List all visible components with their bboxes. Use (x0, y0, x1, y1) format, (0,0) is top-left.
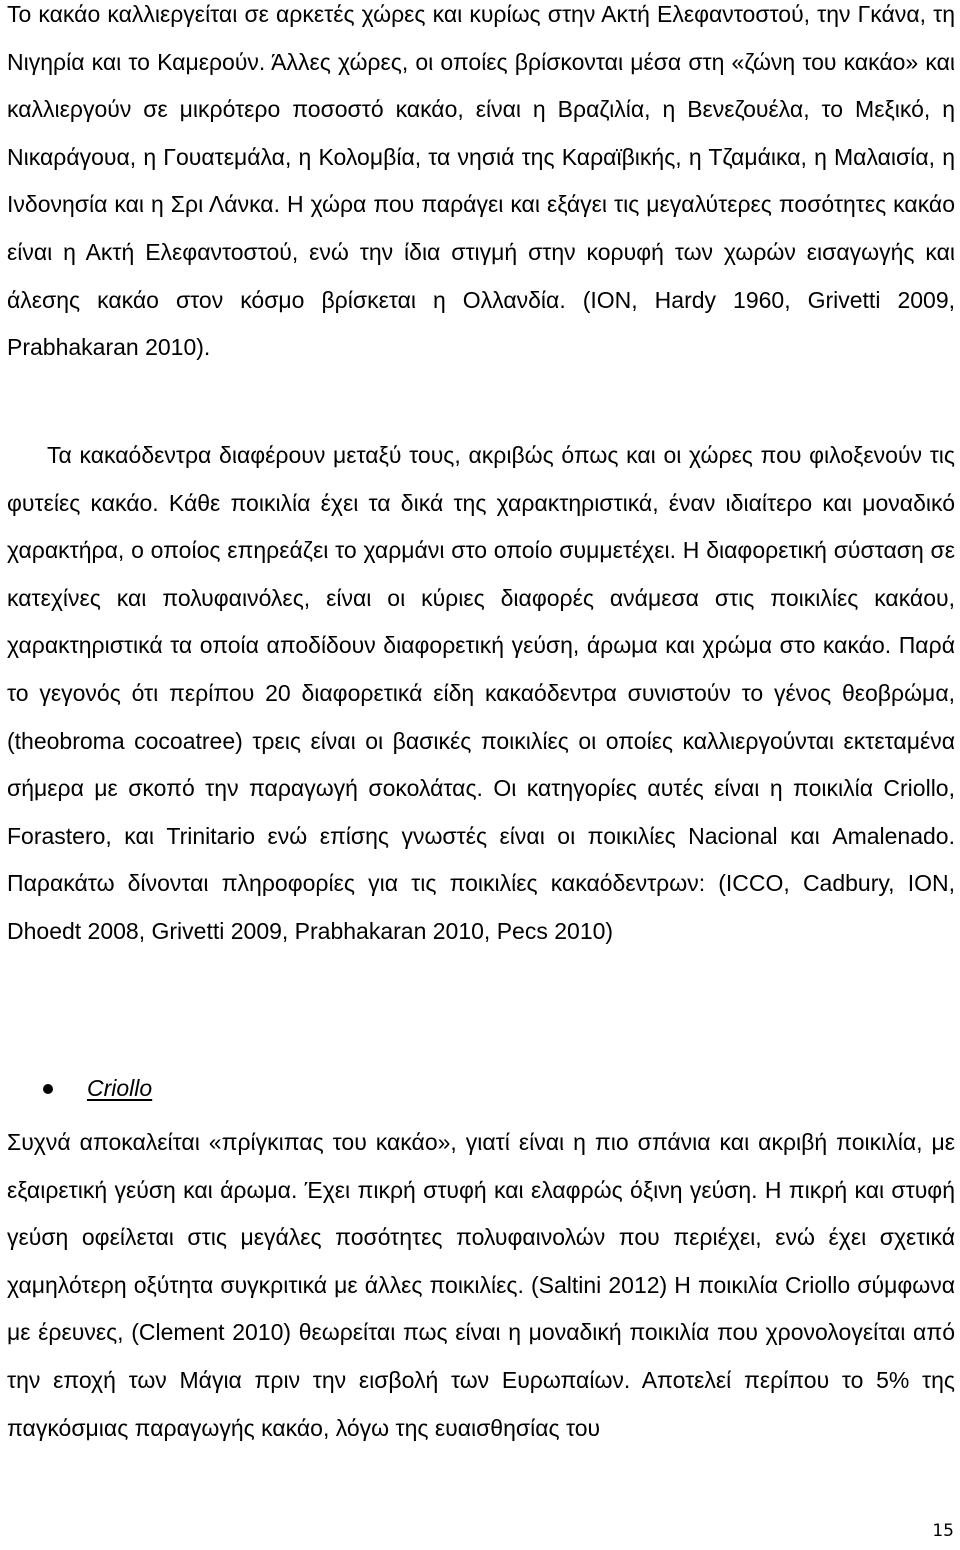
page-number: 15 (932, 1521, 954, 1541)
bullet-heading-criollo: Criollo (87, 1075, 153, 1101)
paragraph-criollo-description: Συχνά αποκαλείται «πρίγκιπας του κακάο», γιατί είναι η πιο σπάνια και ακριβή ποικιλία, με εξαιρετική γεύση και άρωμα. Έχει πικρή στυφή και ελαφρώς όξινη γεύση. Η πικρή και στυφή γεύση οφείλεται στις μεγάλες ποσότητες πολυφαινολών που περιέχει, ενώ έχει σχετικά χαμηλότερη οξύτητα συγκριτικά με άλλες ποικιλίες. (Saltini 2012) Η ποικιλία Criollo σύμφωνα με έρευνες, (Clement 2010) θεωρείται πως είναι η μοναδική ποικιλία που χρονολογείται από την εποχή των Μάγια πριν την εισβολή των Ευρωπαίων. Αποτελεί περίπου το 5% της παγκόσμιας παραγωγής κακάο, λόγω της ευαισθησίας του (7, 1129, 955, 1441)
paragraph-cocoa-countries: Το κακάο καλλιεργείται σε αρκετές χώρες και κυρίως στην Ακτή Ελεφαντοστού, την Γκάνα, τη Νιγηρία και το Καμερούν. Άλλες χώρες, οι οποίες βρίσκονται μέσα στη «ζώνη του κακάο» και καλλιεργούν σε μικρότερο ποσοστό κακάο, είναι η Βραζιλία, η Βενεζουέλα, το Μεξικό, η Νικαράγουα, η Γουατεμάλα, η Κολομβία, τα νησιά της Καραϊβικής, η Τζαμάικα, η Μαλαισία, η Ινδονησία και η Σρι Λάνκα. Η χώρα που παράγει και εξάγει τις μεγαλύτερες ποσότητες κακάο είναι η Ακτή Ελεφαντοστού, ενώ την ίδια στιγμή στην κορυφή των χωρών εισαγωγής και άλεσης κακάο στον κόσμο βρίσκεται η Ολλανδία. (ΙΟΝ, Hardy 1960, Grivetti 2009, Prabhakaran 2010). (7, 1, 955, 361)
bullet-dot-icon (43, 1084, 53, 1094)
paragraph-cocoa-varieties: Τα κακαόδεντρα διαφέρουν μεταξύ τους, ακριβώς όπως και οι χώρες που φιλοξενούν τις φυτείες κακάο. Κάθε ποικιλία έχει τα δικά της χαρακτηριστικά, έναν ιδιαίτερο και μοναδικό χαρακτήρα, ο οποίος επηρεάζει το χαρμάνι στο οποίο συμμετέχει. Η διαφορετική σύσταση σε κατεχίνες και πολυφαινόλες, είναι οι κύριες διαφορές ανάμεσα στις ποικιλίες κακάου, χαρακτηριστικά τα οποία αποδίδουν διαφορετική γεύση, άρωμα και χρώμα στο κακάο. Παρά το γεγονός ότι περίπου 20 διαφορετικά είδη κακαόδεντρα συνιστούν το γένος θεοβρώμα, (theobroma cocoatree) τρεις είναι οι βασικές ποικιλίες οι οποίες καλλιεργούνται εκτεταμένα σήμερα με σκοπό την παραγωγή σοκολάτας. Οι κατηγορίες αυτές είναι η ποικιλία Criollo, Forastero, και Trinitario ενώ επίσης γνωστές είναι οι ποικιλίες Nacional και Amalenado. Παρακάτω δίνονται πληροφορίες για τις ποικιλίες κακαόδεντρων: (ICCO, Cadbury, ION, Dhoedt 2008, Grivetti 2009, Prabhakaran 2010, Pecs 2010) (7, 442, 955, 944)
